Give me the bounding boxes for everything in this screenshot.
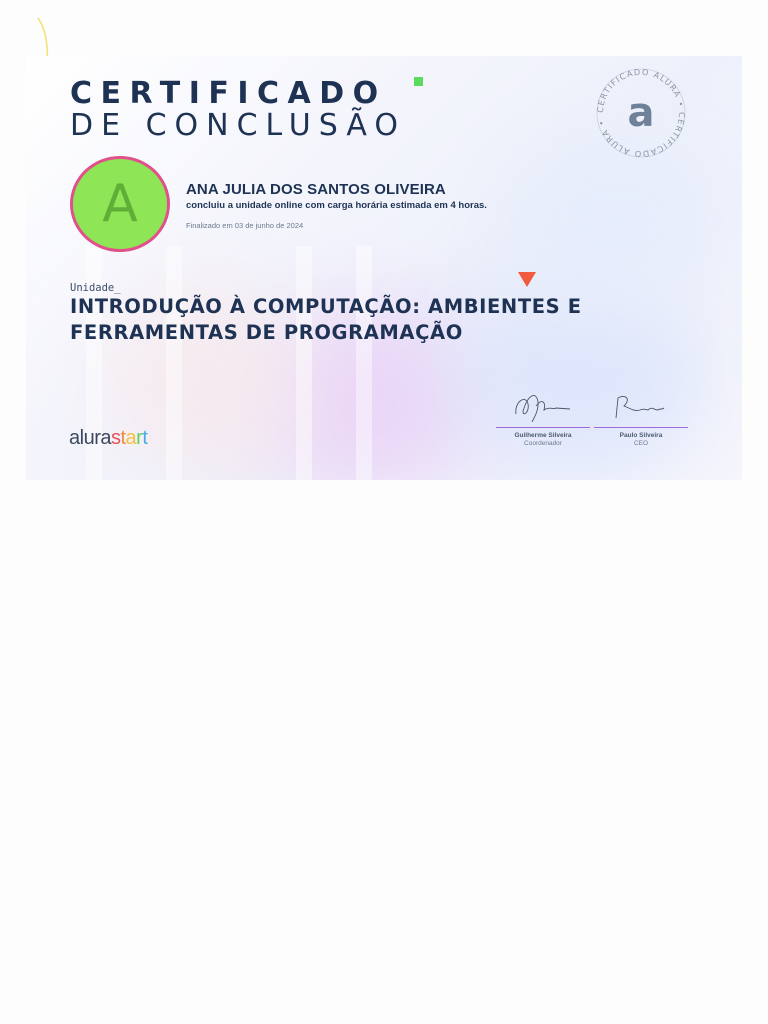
alura-start-logo [69,427,147,450]
finished-date: Finalizado em 03 de junho de 2024 [186,221,304,230]
seal-letter: a [627,90,655,136]
avatar [70,156,170,252]
certificate-subtitle: DE CONCLUSÃO [70,108,406,143]
logo-letter: t [142,427,148,449]
logo-letter: r [136,427,143,449]
logo-letter: a [125,427,137,449]
handwritten-signature-icon [594,388,688,422]
avatar-letter: A [102,174,138,234]
signer-role: CEO [633,440,649,447]
logo-alura: alura [69,427,111,449]
logo-letter: s [110,427,121,449]
signature-ceo [594,388,688,447]
unit-label: Unidade_ [70,282,121,294]
signer-name: Paulo Silveira [619,432,663,439]
student-name: ANA JULIA DOS SANTOS OLIVEIRA [186,181,446,198]
seal-text: CERTIFICADO ALURA • CERTIFICADO ALURA • [594,66,688,160]
signature-line [594,427,688,428]
completion-statement: concluiu a unidade online com carga horária estimada em 4 horas. [186,200,487,211]
signature-line [496,427,590,428]
red-triangle-decoration [518,272,536,287]
unit-title: INTRODUÇÃO À COMPUTAÇÃO: AMBIENTES E FERRAMENTAS DE PROGRAMAÇÃO [70,295,582,344]
green-square-decoration [414,77,423,86]
signer-name: Guilherme Silveira [514,432,572,439]
signer-role: Coordenador [524,440,562,447]
certificate-title: CERTIFICADO [70,76,387,111]
signature-coordinator [496,388,590,447]
logo-letter: t [120,427,126,449]
alura-seal-icon [592,64,690,162]
handwritten-signature-icon [496,388,590,422]
